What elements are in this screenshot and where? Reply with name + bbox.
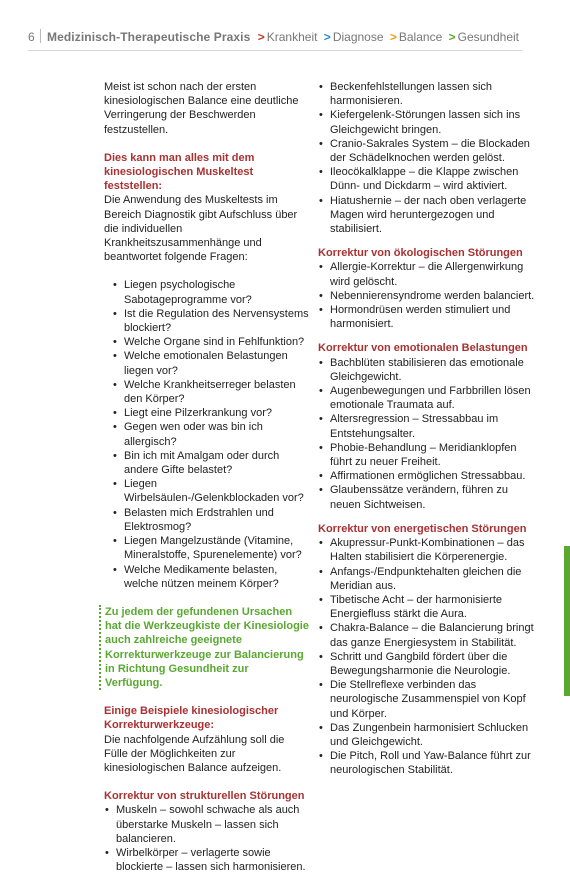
list-item: • Belasten mich Erdstrahlen und Elektrosmog? xyxy=(104,506,309,534)
list-item: • Hiatushernie – der nach oben verlagerte Magen wird heruntergezogen und stabilisiert. xyxy=(318,194,538,237)
list-item: • Wirbelkörper – verlagerte sowie blockierte – lassen sich harmonisieren. xyxy=(104,846,309,874)
list-item: • Welche Krankheitserreger belasten den Körper? xyxy=(104,378,309,406)
list-item: • Kiefergelenk-Störungen lassen sich ins Gleichgewicht bringen. xyxy=(318,108,538,136)
green-callout: Zu jedem der gefundenen Ursachen hat die Werkzeugkiste der Kinesiologie auch zahlreiche geeignete Korrekturwerkzeuge zur Balancierung in Richtung Gesundheit zur Verfügung. xyxy=(99,605,309,690)
ecological-heading: Korrektur von ökologischen Störungen xyxy=(318,247,523,260)
page-header xyxy=(0,0,570,44)
breadcrumb xyxy=(258,30,522,44)
emotional-heading: Korrektur von emotionalen Belastungen xyxy=(318,342,528,355)
list-item: • Augenbewegungen und Farbbrillen lösen emotionale Traumata auf. xyxy=(318,384,538,412)
list-item: • Altersregression – Stressabbau im Entstehungsalter. xyxy=(318,412,538,440)
list-item: • Glaubenssätze verändern, führen zu neuen Sichtweisen. xyxy=(318,483,538,511)
header-divider xyxy=(40,29,41,43)
list-item: • Hormondrüsen werden stimuliert und harmonisiert. xyxy=(318,303,538,331)
list-item: • Das Zungenbein harmonisiert Schlucken und Gleichgewicht. xyxy=(318,721,538,749)
list-item: • Liegen psychologische Sabotageprogramme vor? xyxy=(104,278,309,306)
breadcrumb-item-krankheit: Krankheit xyxy=(266,30,318,44)
list-item: • Affirmationen ermöglichen Stressabbau. xyxy=(318,469,538,483)
list-item: • Ist die Regulation des Nervensystems blockiert? xyxy=(104,307,309,335)
green-edge-tab xyxy=(564,546,570,696)
list-item: • Ileocökalklappe – die Klappe zwischen Dünn- und Dickdarm – wird aktiviert. xyxy=(318,165,538,193)
list-item: • Welche emotionalen Belastungen liegen vor? xyxy=(104,349,309,377)
question-list xyxy=(104,278,309,590)
chevron-right-icon: > xyxy=(257,30,265,44)
list-item: • Anfangs-/Endpunktehalten gleichen die Meridian aus. xyxy=(318,565,538,593)
page-number: 6 xyxy=(28,30,35,44)
list-item: • Liegen Wirbelsäulen-/Gelenkblockaden vor? xyxy=(104,477,309,505)
list-item: • Welche Organe sind in Fehlfunktion? xyxy=(104,335,309,349)
list-item: • Allergie-Korrektur – die Allergenwirkung wird gelöscht. xyxy=(318,260,538,288)
structural-list xyxy=(104,803,309,874)
chevron-right-icon: > xyxy=(448,30,456,44)
chevron-right-icon: > xyxy=(389,30,397,44)
muscletest-paragraph: Die Anwendung des Muskeltests im Bereich Diagnostik gibt Aufschluss über die individuellen Krankheitszusammenhänge und beantwortet folgende Fragen: xyxy=(104,194,298,264)
list-item: • Chakra-Balance – die Balancierung bringt das ganze Energiesystem in Stabilität. xyxy=(318,621,538,649)
list-item: • Gegen wen oder was bin ich allergisch? xyxy=(104,420,309,448)
list-item: • Cranio-Sakrales System – die Blockaden der Schädelknochen werden gelöst. xyxy=(318,137,538,165)
energetic-list xyxy=(318,536,538,777)
list-item: • Bachblüten stabilisieren das emotionale Gleichgewicht. xyxy=(318,356,538,384)
structural-list-continued xyxy=(318,80,538,236)
list-item: • Welche Medikamente belasten, welche nützen meinem Körper? xyxy=(104,563,309,591)
chevron-right-icon: > xyxy=(323,30,331,44)
ecological-list xyxy=(318,260,538,331)
breadcrumb-item-gesundheit: Gesundheit xyxy=(457,30,519,44)
list-item: • Die Stellreflexe verbinden das neurologische Zusammenspiel von Kopf und Körper. xyxy=(318,678,538,721)
intro-paragraph: Meist ist schon nach der ersten kinesiologischen Balance eine deutliche Verringerung der Beschwerden festzustellen. xyxy=(104,81,299,136)
list-item: • Liegt eine Pilzerkrankung vor? xyxy=(104,406,309,420)
list-item: • Die Pitch, Roll und Yaw-Balance führt zur neurologischen Stabilität. xyxy=(318,749,538,777)
list-item: • Tibetische Acht – der harmonisierte Energiefluss stärkt die Aura. xyxy=(318,593,538,621)
list-item: • Nebennierensyndrome werden balanciert. xyxy=(318,289,538,303)
emotional-list xyxy=(318,356,538,512)
right-column xyxy=(318,80,538,778)
examples-paragraph: Die nachfolgende Aufzählung soll die Fülle der Möglichkeiten zur kinesiologischen Balance aufzeigen. xyxy=(104,733,285,774)
list-item: • Phobie-Behandlung – Meridianklopfen führt zu neuer Freiheit. xyxy=(318,441,538,469)
list-item: • Liegen Mangelzustände (Vitamine, Mineralstoffe, Spurenelemente) vor? xyxy=(104,534,309,562)
header-rule xyxy=(28,50,522,51)
energetic-heading: Korrektur von energetischen Störungen xyxy=(318,522,527,535)
structural-heading: Korrektur von strukturellen Störungen xyxy=(104,790,305,803)
breadcrumb-item-diagnose: Diagnose xyxy=(332,30,384,44)
list-item: • Bin ich mit Amalgam oder durch andere Gifte belastet? xyxy=(104,449,309,477)
muscletest-heading: Dies kann man alles mit dem kinesiologischen Muskeltest feststellen: xyxy=(104,151,255,193)
examples-heading: Einige Beispiele kinesiologischer Korrekturwerkzeuge: xyxy=(104,705,279,732)
list-item: • Akupressur-Punkt-Kombinationen – das Halten stabilisiert die Körperenergie. xyxy=(318,536,538,564)
breadcrumb-item-balance: Balance xyxy=(398,30,443,44)
left-column xyxy=(104,80,309,874)
list-item: • Beckenfehlstellungen lassen sich harmonisieren. xyxy=(318,80,538,108)
list-item: • Schritt und Gangbild fördert über die Bewegungsharmonie die Neurologie. xyxy=(318,650,538,678)
list-item: • Muskeln – sowohl schwache als auch überstarke Muskeln – lassen sich balancieren. xyxy=(104,803,309,846)
running-title: Medizinisch-Therapeutische Praxis xyxy=(47,30,251,44)
